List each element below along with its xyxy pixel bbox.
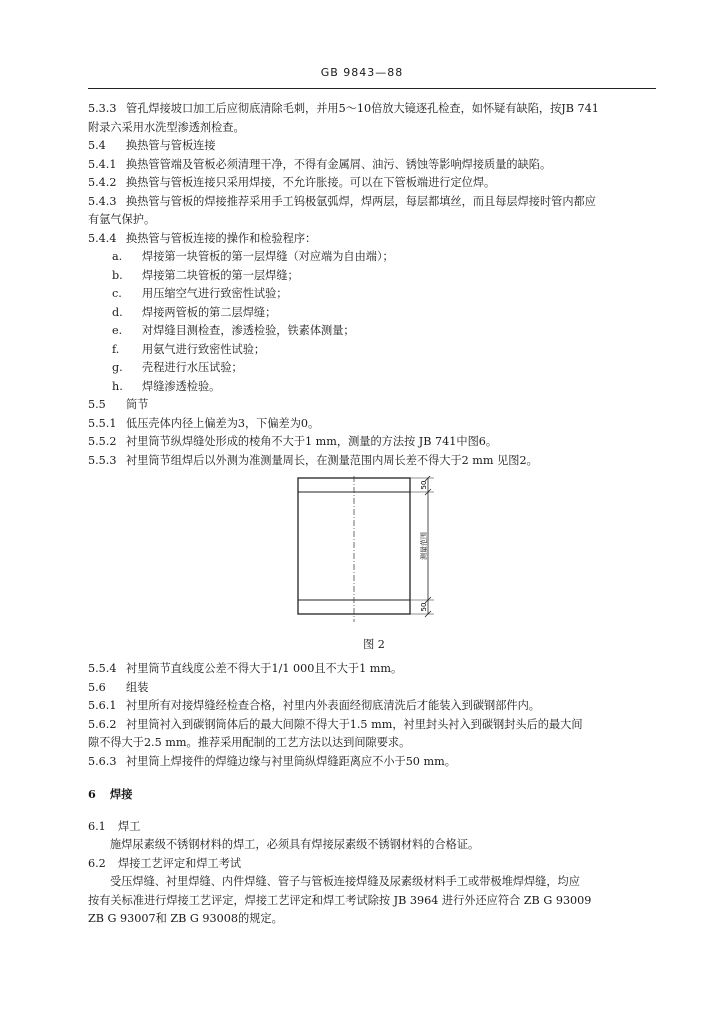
clause-5-6-1 [88, 697, 660, 716]
clause-text: 衬里筒节直线度公差不得大于1/1 000且不大于1 mm。 [126, 662, 403, 675]
clause-6-1-text: 施焊尿素级不锈钢材料的焊工，必须具有焊接尿素级不锈钢材料的合格证。 [110, 838, 480, 851]
procedure-list [88, 248, 660, 396]
step-text: 壳程进行水压试验； [142, 361, 243, 374]
clause-5-4-4 [88, 230, 660, 249]
clause-number: 6.2 [88, 856, 106, 870]
clause-text: 管孔焊接坡口加工后应彻底清除毛刺，并用5～10倍放大镜逐孔检查，如怀疑有缺陷，按JB 741 [126, 102, 599, 115]
clause-text: 换热管与管板的焊接推荐采用手工钨极氩弧焊，焊两层，每层都填丝，而且每层焊接时管内都应 [126, 194, 596, 208]
figure-2-drawing [88, 476, 660, 636]
header-rule [88, 88, 656, 89]
dimension-bottom-label: 50 [420, 602, 428, 612]
clause-5-5-2 [88, 433, 660, 452]
clause-text: 衬里筒节组焊后以外测为准测量周长，在测量范围内周长差不得大于2 mm 见图2。 [126, 453, 538, 467]
chapter-number: 6 [88, 787, 96, 801]
clause-6-1 [88, 818, 660, 837]
measuring-range-label: 测量范围 [420, 532, 428, 560]
clause-title: 焊接工艺评定和焊工考试 [118, 856, 242, 870]
clause-number: 5.6.3 [88, 754, 117, 768]
section-5-6 [88, 679, 660, 698]
clause-5-4-2 [88, 174, 660, 193]
procedure-step [88, 248, 660, 267]
clause-5-4-1 [88, 156, 660, 175]
clause-5-6-2-cont: 隙不得大于2.5 mm。推荐采用配制的工艺方法以达到间隙要求。 [88, 736, 411, 749]
procedure-step [88, 322, 660, 341]
chapter-6 [88, 785, 660, 804]
page-header: GB 9843—88 [320, 66, 404, 79]
clause-text: 衬里筒上焊接件的焊缝边缘与衬里筒纵焊缝距离应不小于50 mm。 [126, 754, 456, 768]
clause-5-5-4 [88, 660, 660, 679]
dimension-top-label: 50 [420, 480, 428, 490]
step-letter: h. [112, 379, 123, 393]
clause-5-4-3-cont: 有氩气保护。 [88, 213, 156, 226]
clause-5-3-3-cont: 附录六采用水洗型渗透剂检查。 [88, 120, 245, 134]
clause-5-5-1 [88, 415, 660, 434]
step-letter: c. [112, 287, 122, 300]
clause-5-6-3 [88, 753, 660, 772]
clause-text: 换热管与管板连接的操作和检验程序： [126, 231, 317, 245]
chapter-title: 焊接 [110, 787, 133, 801]
section-title: 组装 [126, 680, 149, 694]
section-number: 5.4 [88, 139, 106, 152]
step-text: 焊缝渗透检验。 [142, 379, 221, 393]
section-title: 筒节 [126, 398, 149, 411]
step-text: 用氨气进行致密性试验； [142, 342, 266, 356]
clause-text: 低压壳体内径上偏差为3，下偏差为0。 [126, 416, 320, 430]
figure-caption: 图 2 [363, 638, 385, 651]
section-title: 换热管与管板连接 [126, 139, 216, 152]
procedure-step [88, 267, 660, 286]
step-text: 用压缩空气进行致密性试验； [142, 287, 288, 300]
section-number: 5.6 [88, 680, 106, 694]
clause-6-2-text-3: ZB G 93007和 ZB G 93008的规定。 [88, 912, 283, 925]
section-5-5 [88, 396, 660, 415]
clause-number: 5.4.3 [88, 194, 117, 208]
procedure-step [88, 304, 660, 323]
clause-number: 5.5.4 [88, 662, 117, 675]
step-letter: d. [112, 305, 123, 319]
document-body [88, 100, 660, 929]
clause-number: 5.4.1 [88, 157, 117, 171]
step-letter: e. [112, 324, 123, 337]
clause-number: 5.6.2 [88, 717, 117, 731]
clause-number: 5.3.3 [88, 102, 117, 115]
step-text: 焊接第一块管板的第一层焊缝（对应端为自由端）； [142, 250, 394, 263]
clause-number: 5.4.2 [88, 176, 117, 189]
step-letter: g. [112, 361, 123, 374]
clause-text: 衬里筒节纵焊缝处形成的棱角不大于1 mm，测量的方法按 JB 741中图6。 [126, 435, 498, 448]
clause-title: 焊工 [118, 819, 141, 833]
figure-2 [88, 476, 660, 636]
clause-6-2-text-1: 受压焊缝、衬里焊缝、内件焊缝、管子与管板连接焊缝及尿素级材料手工或带极堆焊焊缝，均应 [110, 875, 580, 888]
section-5-4 [88, 137, 660, 156]
procedure-step [88, 341, 660, 360]
step-text: 焊接第二块管板的第一层焊缝； [142, 268, 299, 282]
clause-text: 换热管管端及管板必须清理干净，不得有金属屑、油污、锈蚀等影响焊接质量的缺陷。 [126, 157, 552, 171]
clause-number: 5.5.1 [88, 416, 117, 430]
clause-6-2-text-2: 按有关标准进行焊接工艺评定，焊接工艺评定和焊工考试除按 JB 3964 进行外还应符合 ZB G 93009 [88, 893, 592, 907]
step-letter: f. [112, 342, 120, 356]
step-letter: b. [112, 268, 123, 282]
procedure-step [88, 285, 660, 304]
clause-5-3-3 [88, 100, 660, 119]
clause-number: 5.5.2 [88, 435, 117, 448]
section-number: 5.5 [88, 398, 106, 411]
step-text: 焊接两管板的第二层焊缝； [142, 305, 277, 319]
clause-number: 5.4.4 [88, 231, 117, 245]
clause-text: 衬里筒衬入到碳钢筒体后的最大间隙不得大于1.5 mm，衬里封头衬入到碳钢封头后的最大间 [126, 717, 583, 731]
procedure-step [88, 359, 660, 378]
clause-text: 换热管与管板连接只采用焊接，不允许胀接。可以在下管板端进行定位焊。 [126, 176, 496, 189]
step-letter: a. [112, 250, 123, 263]
clause-number: 6.1 [88, 819, 106, 833]
clause-number: 5.6.1 [88, 699, 117, 712]
clause-5-6-2 [88, 716, 660, 735]
clause-number: 5.5.3 [88, 453, 117, 467]
procedure-step [88, 378, 660, 397]
step-text: 对焊缝目测检查，渗透检验，铁素体测量； [142, 324, 355, 337]
clause-text: 衬里所有对接焊缝经检查合格，衬里内外表面经彻底清洗后才能装入到碳钢部件内。 [126, 699, 540, 712]
clause-5-5-3 [88, 452, 660, 471]
clause-6-2 [88, 855, 660, 874]
clause-5-4-3 [88, 193, 660, 212]
